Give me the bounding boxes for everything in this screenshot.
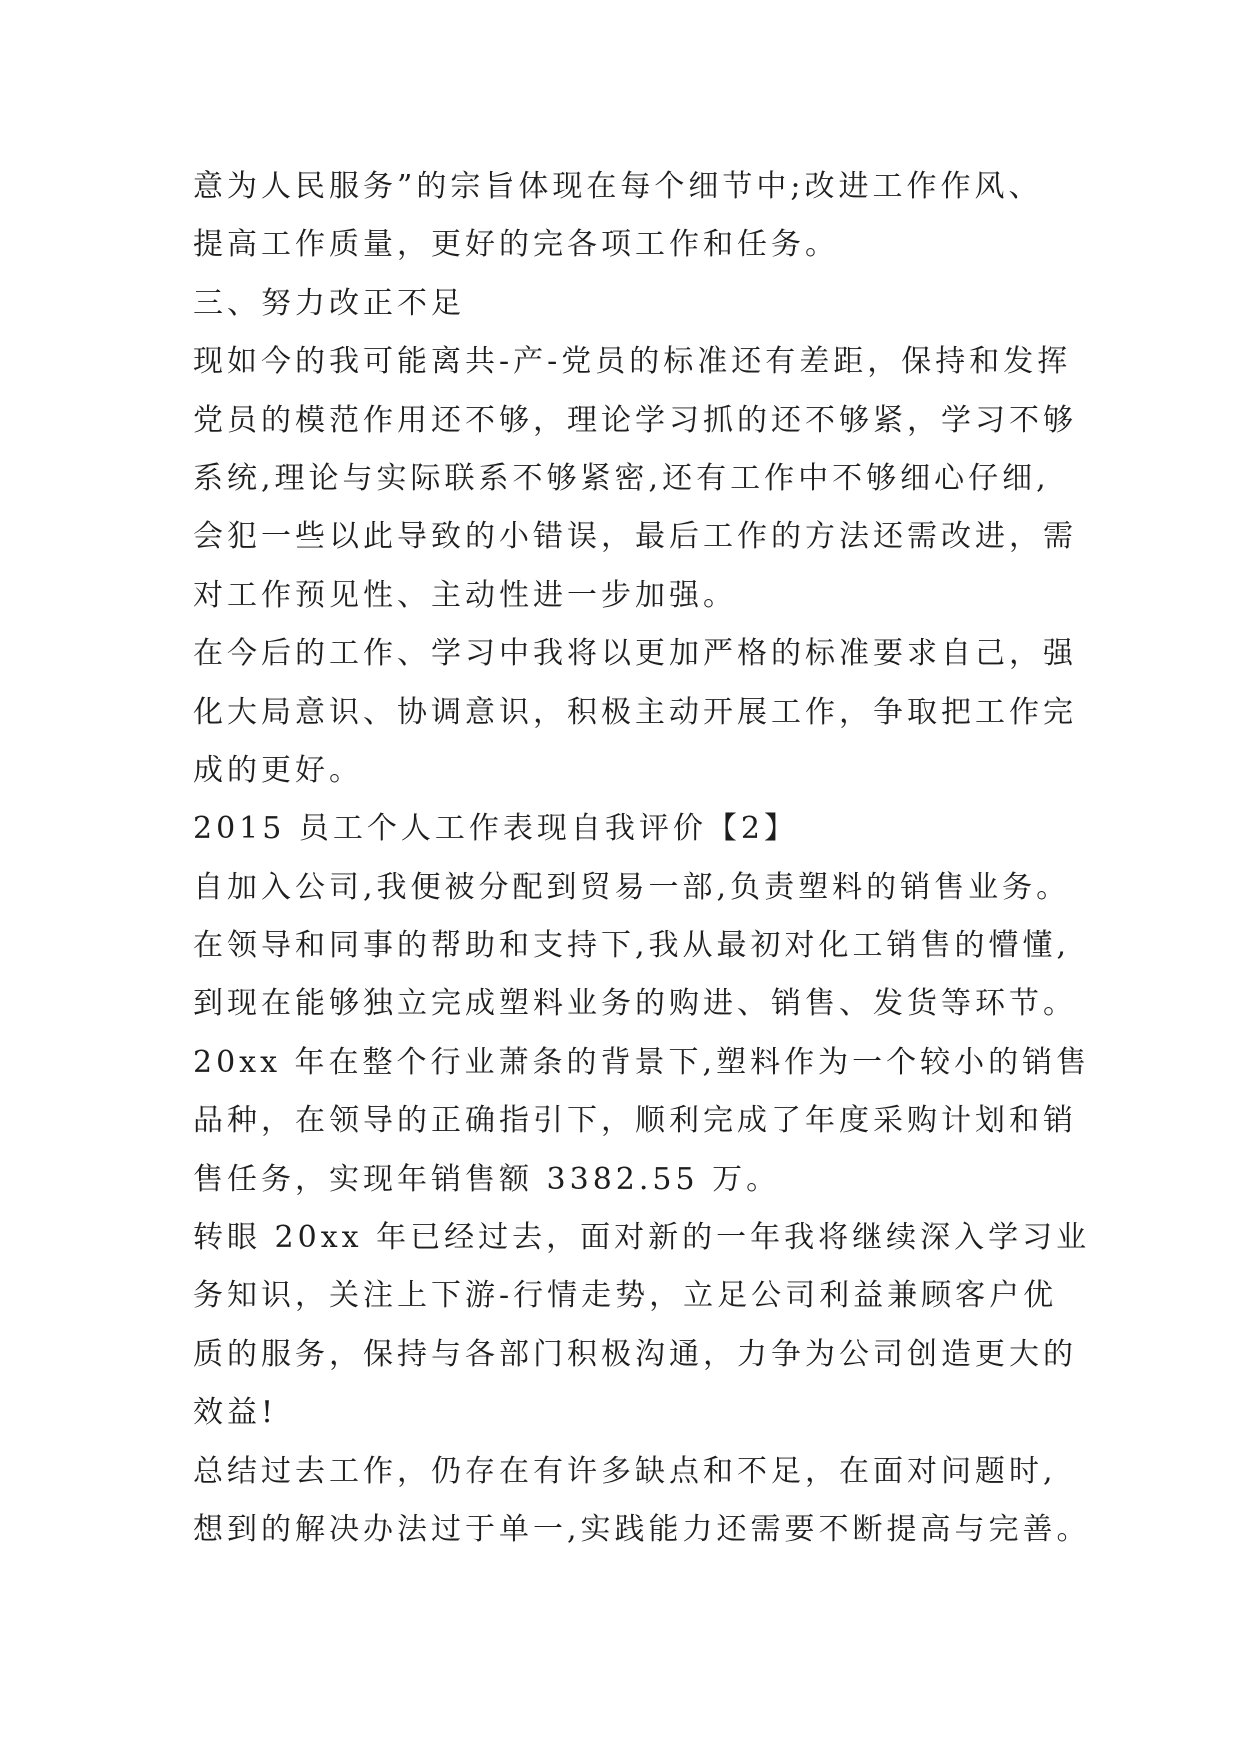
text-line: 务知识，关注上下游-行情走势，立足公司利益兼顾客户优: [193, 1278, 1058, 1314]
text-line: 总结过去工作，仍存在有许多缺点和不足，在面对问题时,: [193, 1453, 1057, 1489]
text-line: 效益!: [193, 1395, 278, 1431]
text-line: 转眼 20xx 年已经过去，面对新的一年我将继续深入学习业: [193, 1220, 1091, 1256]
text-line: 提高工作质量，更好的完各项工作和任务。: [193, 227, 839, 263]
text-line: 自加入公司,我便被分配到贸易一部,负责塑料的销售业务。: [193, 869, 1071, 905]
text-line: 在今后的工作、学习中我将以更加严格的标准要求自己，强: [193, 636, 1077, 672]
text-line: 系统,理论与实际联系不够紧密,还有工作中不够细心仔细,: [193, 460, 1050, 496]
text-line: 20xx 年在整个行业萧条的背景下,塑料作为一个较小的销售: [193, 1044, 1091, 1080]
text-line: 售任务，实现年销售额 3382.55 万。: [193, 1161, 781, 1197]
section-heading: 三、努力改正不足: [193, 285, 465, 321]
text-line: 化大局意识、协调意识，积极主动开展工作，争取把工作完: [193, 694, 1077, 730]
text-line: 成的更好。: [193, 752, 363, 788]
text-line: 在领导和同事的帮助和支持下,我从最初对化工销售的懵懂,: [193, 928, 1071, 964]
text-line: 到现在能够独立完成塑料业务的购进、销售、发货等环节。: [193, 986, 1077, 1022]
text-line: 现如今的我可能离共-产-党员的标准还有差距，保持和发挥: [193, 344, 1072, 380]
text-line: 想到的解决办法过于单一,实践能力还需要不断提高与完善。: [193, 1511, 1091, 1547]
text-line: 质的服务，保持与各部门积极沟通，力争为公司创造更大的: [193, 1336, 1077, 1372]
text-line: 会犯一些以此导致的小错误，最后工作的方法还需改进，需: [193, 519, 1077, 555]
text-line: 意为人民服务”的宗旨体现在每个细节中;改进工作作风、: [193, 169, 1043, 204]
text-line: 党员的模范作用还不够，理论学习抓的还不够紧，学习不够: [193, 402, 1077, 438]
text-line: 对工作预见性、主动性进一步加强。: [193, 577, 737, 613]
section-heading: 2015 员工个人工作表现自我评价【2】: [193, 811, 798, 847]
body-text: [193, 158, 1091, 1559]
text-line: 品种，在领导的正确指引下，顺利完成了年度采购计划和销: [193, 1103, 1077, 1139]
